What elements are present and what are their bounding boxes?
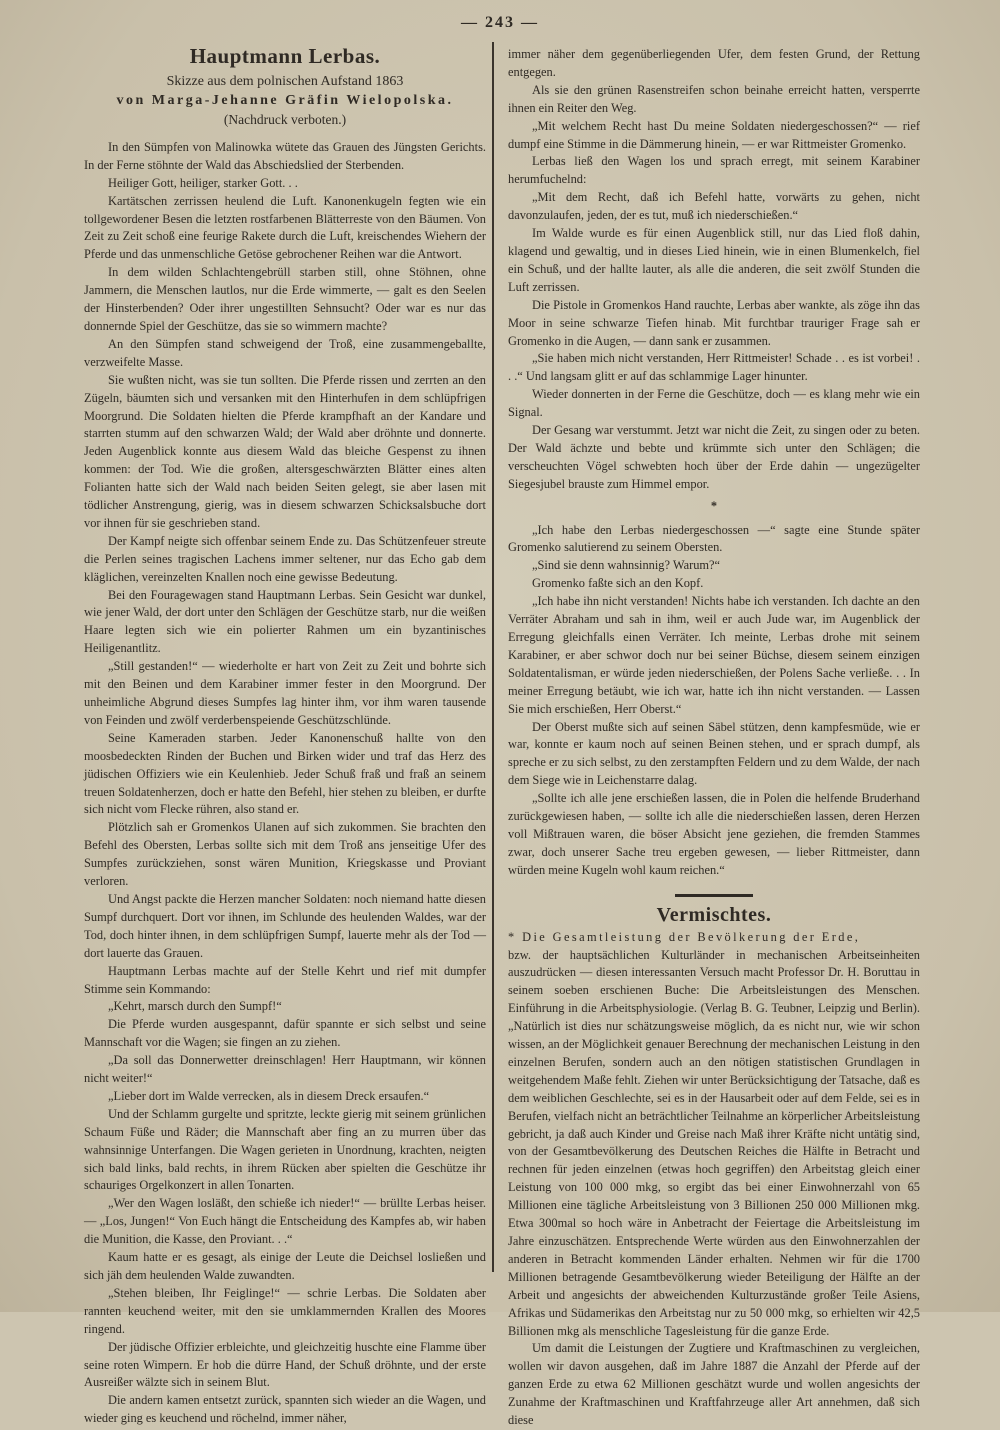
reprint-note: (Nachdruck verboten.) [223, 111, 347, 127]
paragraph: Seine Kameraden starben. Jeder Kanonenschuß hallte von den moosbedeckten Rinden der Buchen und Birken wider und traf das Herz des jüdischen Offiziers wie ein Keulenhieb. Jeder Schuß fraß und fraß an seinem treuen Soldatenherzen, doch er hatte den Befehl, hier stehen zu bleiben, er durfte sich nicht vom Flecke rühren, also stand er. [84, 730, 486, 817]
paragraph: Die Pistole in Gromenkos Hand rauchte, Lerbas aber wankte, als zöge ihn das Moor in seine schwarze Tiefen hinab. Mit furchtbar trauriger Frage sah er Gromenko in die Augen, — dann sank er zusammen. [508, 297, 920, 348]
paragraph: bzw. der hauptsächlichen Kulturländer in mechanischen Arbeitseinheiten auszudrücken — diesen interessanten Versuch macht Professor Dr. H. Boruttau in seinem soeben erschienen Buche: Die Arbeitsleistungen des Menschen. Einführung in die Arbeitsphysiologie. (Verlag B. G. Teubner, Leipzig und Berlin). „Natürlich ist dies nur schätzungsweise möglich, da es nicht nur, wie wir schon wissen, an der Möglichkeit genauer Berechnung der mechanischen Leistung in den einzelnen Berufen, sondern auch an den nötigen statistischen Grundlagen in weitgehendem Maße fehlt. Ziehen wir unter Berücksichtigung der Tatsache, daß es dem weiblichen Geschlechte, sei es in der Hausarbeit oder auf dem Felde, sei es in Berufen, vielfach nicht an beträchtlicher Teilnahme an körperlicher Arbeitsleistung gebricht, ja daß auch Kinder und Greise nach Maß ihrer Kräfte nicht untätig sind, von der Gesamtbevölkerung des Deutschen Reiches die Hälfte in Betracht und rechnen für jeden einzelnen (etwas hoch gegriffen) den Arbeitstag gleich einer Leistung von 100 000 mkg, so ergibt das bei einer Einwohnerzahl von 65 Millionen eine tägliche Arbeitsleistung von 3 Billionen 250 000 Millionen mkg. Etwa 300mal so hoch wäre in Anbetracht der Feiertage die Arbeitsleistung im Jahre einzuschätzen. Entsprechende Werte würden aus den Einwohnerzahlen der anderen in Betracht kommenden Länder erhalten. Nehmen wir für die 1700 Millionen betragende Gesamtbevölkerung wieder Beteiligung der Hälfte an der Arbeit und angesichts der abweichenden Kulturzustände großer Teile Asiens, Afrikas und Südamerikas den Arbeitstag nur zu 50 000 mkg, so erhielten wir 42,5 Billionen mkg als menschliche Tagesleistung für die ganze Erde. [508, 947, 920, 1338]
paragraph: Im Walde wurde es für einen Augenblick still, nur das Lied floß dahin, klagend und gewaltig, und in dieses Lied hinein, wie in einen Blumenkelch, fiel ein Schuß, und der hallte lauter, als alle die anderen, die seit zwölf Stunden die Luft zerrissen. [508, 226, 920, 294]
section-rule [675, 894, 753, 897]
paragraph: Der Kampf neigte sich offenbar seinem Ende zu. Das Schützenfeuer streute die Perlen seines tragischen Lachens immer seltener, nur das Echo gab dem kläglichen, vereinzelten Knallen noch eine gewisse Bedeutung. [84, 533, 486, 584]
paragraph: Hauptmann Lerbas machte auf der Stelle Kehrt und rief mit dumpfer Stimme sein Kommando: [84, 963, 486, 996]
story-ending [508, 522, 920, 880]
paragraph: Wieder donnerten in der Ferne die Geschütze, doch — es klang mehr wie ein Signal. [508, 387, 920, 420]
paragraph: Die Pferde wurden ausgespannt, dafür spannte er sich selbst und seine Mannschaft vor die Wagen; sie fingen an zu ziehen. [84, 1017, 486, 1050]
section-separator: * [710, 498, 718, 513]
paragraph: Plötzlich sah er Gromenkos Ulanen auf sich zukommen. Sie brachten den Befehl des Obersten, Lerbas sollte sich mit dem Troß ans jenseitige Ufer des Sumpfes zurückziehen, sonst wären Munition, Kriegskasse und Proviant verloren. [84, 820, 486, 889]
paragraph: Bei den Fouragewagen stand Hauptmann Lerbas. Sein Gesicht war dunkel, wie jener Wald, der dort unter den Schlägen der Geschütze starb, nur die weißen Haare legten sich wie ein polierter Rahmen um ein byzantinisches Heiligenantlitz. [84, 587, 486, 656]
story-body-right [508, 46, 920, 494]
paragraph: „Stehen bleiben, Ihr Feiglinge!“ — schrie Lerbas. Die Soldaten aber rannten keuchend weiter, mit den sie umklammernden Krallen des Moores ringend. [84, 1285, 486, 1336]
paragraph: „Wer den Wagen losläßt, den schieße ich nieder!“ — brüllte Lerbas heiser. — „Los, Jungen!“ Von Euch hängt die Entscheidung des Kampfes ab, wir haben die Munition, die Kasse, den Proviant. . .“ [84, 1196, 486, 1247]
paragraph: Gromenko faßte sich an den Kopf. [532, 576, 704, 591]
paragraph: „Mit dem Recht, daß ich Befehl hatte, vorwärts zu gehen, nicht davonzulaufen, jeden, der es tut, muß ich niederschießen.“ [508, 190, 920, 223]
paragraph: „Lieber dort im Walde verrecken, als in diesem Dreck ersaufen.“ [108, 1088, 430, 1103]
paragraph: Heiliger Gott, heiliger, starker Gott. . . [108, 175, 298, 190]
paragraph: In den Sümpfen von Malinowka wütete das Grauen des Jüngsten Gerichts. In der Ferne stöhnte der Wald das Abschiedslied der Sterbenden. [84, 139, 486, 172]
paragraph: Und Angst packte die Herzen mancher Soldaten: noch niemand hatte diesen Sumpf durchquert. Dort vor ihnen, im Schlunde des heulenden Waldes, war der Tod, doch hinter ihnen, in dem schlüpfrigen Sumpf, lauerte mehr als der Tod — dort lauerte das Grauen. [84, 891, 486, 960]
paragraph: „Kehrt, marsch durch den Sumpf!“ [108, 999, 282, 1014]
paragraph: „Still gestanden!“ — wiederholte er hart von Zeit zu Zeit und bohrte sich mit den Beinen und dem Karabiner immer fester in den Moorgrund. Der unheimliche Abgrund dieses Sumpfes lag hinter ihm, vor ihm waren tausende von Feinden und zwölf verderbenspeiende Geschützschlünde. [84, 659, 486, 727]
paragraph: Als sie den grünen Rasenstreifen schon beinahe erreicht hatten, versperrte ihnen ein Reiter den Weg. [508, 82, 920, 115]
paragraph: Der Gesang war verstummt. Jetzt war nicht die Zeit, zu singen oder zu beten. Der Wald ächzte und bebte und krümmte sich unter den Schlägen; die verscheuchten Vögel schwebten hoch über der Erde dahin — ungezügelter Siegesjubel brauste zum Himmel empor. [508, 423, 920, 491]
story-author: von Marga-Jehanne Gräfin Wielopolska. [116, 92, 454, 108]
paragraph: „Sollte ich alle jene erschießen lassen, die in Polen die helfende Bruderhand zurückgewiesen haben, — sollte ich alle die niederschießen lassen, deren Herzen voll Mißtrauen waren, die böser Absicht jene geziehen, die fremden Stammes zwar, doch unserer Sache treu ergeben gewesen, — lieber Rittmeister, dann würden meine Kugeln wohl kaum reichen.“ [508, 791, 920, 877]
story-body-left [84, 139, 486, 1428]
miscellany-title: Vermischtes. [656, 903, 772, 926]
story-subtitle: Skizze aus dem polnischen Aufstand 1863 [166, 73, 404, 89]
paragraph: Kartätschen zerrissen heulend die Luft. Kanonenkugeln fegten wie ein tollgewordener Besen die letzten rostfarbenen Blätterreste von den Bäumen. Von Zeit zu Zeit schoß eine feurige Rakete durch die Luft, kreischendes Wiehern der Pferde und das unmenschliche Getöse gebrochener Reihen war die Antwort. [84, 193, 486, 262]
paragraph: Sie wußten nicht, was sie tun sollten. Die Pferde rissen und zerrten an den Zügeln, bäumten sich und versanken mit den Hinterhufen in dem schlüpfrigen Moorgrund. Die Soldaten hielten die Pferde krampfhaft an der Kandare und starrten stumm auf den schwarzen Wald; der Wald aber dröhnte und donnerte. Jeden Augenblick konnte aus diesem Wald das bleiche Gespenst zu ihnen kommen: der Tod. Wie die großen, altersgeschwärzten Blätter eines alten Folianten hatte sich der Wald nach beiden Seiten gelegt, sie aber lasen mit tödlicher Anstrengung, gierig, was in diesem schwarzen Schicksalsbuche dort vor ihnen für sie geschrieben stand. [84, 372, 486, 530]
paragraph: In dem wilden Schlachtengebrüll starben still, ohne Stöhnen, ohne Jammern, die Menschen lautlos, nur die Erde wimmerte, — galt es den Seelen der Hinsterbenden? Oder ihrer ungestillten Sehnsucht? Oder war es nur das donnernde Spiel der Geschütze, das sie so wimmern machte? [84, 265, 486, 333]
paragraph: „Da soll das Donnerwetter dreinschlagen! Herr Hauptmann, wir können nicht weiter!“ [84, 1053, 486, 1086]
paragraph: „Mit welchem Recht hast Du meine Soldaten niedergeschossen?“ — rief dumpf eine Stimme in die Dämmerung hinein, — er war Rittmeister Gromenko. [508, 118, 920, 151]
paragraph: Der jüdische Offizier erbleichte, und gleichzeitig huschte eine Flamme über seine roten Wimpern. Er hob die dürre Hand, der Schuß dröhnte, und der erste Ausreißer wälzte sich in seinem Blut. [84, 1339, 486, 1390]
paragraph: Kaum hatte er es gesagt, als einige der Leute die Deichsel losließen und sich jäh dem heulenden Walde zuwandten. [84, 1250, 486, 1282]
story-title: Hauptmann Lerbas. [189, 44, 381, 68]
paragraph: „Ich habe den Lerbas niedergeschossen —“ sagte eine Stunde später Gromenko salutierend zu seinem Obersten. [508, 522, 920, 555]
paragraph: Um damit die Leistungen der Zugtiere und Kraftmaschinen zu vergleichen, wollen wir davon ausgehen, daß im Jahre 1887 die Anzahl der Pferde auf der ganzen Erde zu etwa 62 Millionen geschätzt wurde und wollen angesichts der Zunahme der Kraftmaschinen und Kraftfahrzeuge aller Art annehmen, daß sich diese [508, 1341, 920, 1428]
page-number: — 243 — [461, 14, 539, 31]
paragraph: „Ich habe ihn nicht verstanden! Nichts habe ich verstanden. Ich dachte an den Verräter Abraham und sah in ihm, weil er auch Jude war, im Augenblick der Erregung gleichfalls einen Verräter. Ich meinte, Lerbas drohe mit seinem Karabiner, er aber schwor doch nur bei seiner Büchse, diesem seinem einzigen Soldatentalisman, er würde jeden niederschießen, der Polens Sache verließe. . . In meiner Erregung betäubt, wie ich war, hatte ich ihn nicht verstanden. — Lassen Sie mich erschießen, Herr Oberst.“ [508, 594, 920, 716]
left-column [84, 44, 486, 1428]
right-column [508, 46, 920, 1430]
paragraph: Lerbas ließ den Wagen los und sprach erregt, mit seinem Karabiner herumfuchelnd: [508, 154, 920, 187]
miscellany-lead: * Die Gesamtleistung der Bevölkerung der Erde, [508, 929, 861, 944]
paragraph: Und der Schlamm gurgelte und spritzte, leckte gierig mit seinem grünlichen Schaum Füße und Räder; die Mannschaft aber fing an zu murren über das wahnsinnige Unterfangen. Die Wagen gerieten in Unordnung, krachten, neigten sich bald links, bald rechts, in ihrem Rücken aber spielten die Geschütze ihr schauriges Orgelkonzert in allen Tonarten. [84, 1106, 486, 1193]
paragraph: Der Oberst mußte sich auf seinen Säbel stützen, denn kampfesmüde, wie er war, konnte er kaum noch auf seinen Beinen stehen, und er sprach dumpf, als spreche er zu sich selbst, zu den zerstampften Feldern und zu dem Walde, der nach dem Siege wie in Leichenstarre dalag. [508, 719, 920, 788]
paragraph: Die andern kamen entsetzt zurück, spannten sich wieder an die Wagen, und wieder ging es keuchend und röchelnd, immer näher, [84, 1393, 486, 1426]
paragraph: „Sind sie denn wahnsinnig? Warum?“ [532, 558, 721, 573]
paragraph: immer näher dem gegenüberliegenden Ufer, dem festen Grund, der Rettung entgegen. [508, 47, 920, 79]
paragraph: „Sie haben mich nicht verstanden, Herr Rittmeister! Schade . . es ist vorbei! . . .“ Und langsam glitt er auf das schlammige Lager hinunter. [508, 351, 920, 384]
paragraph: An den Sümpfen stand schweigend der Troß, eine zusammengeballte, verzweifelte Masse. [84, 336, 486, 369]
column-divider [492, 42, 494, 1272]
miscellany-body [508, 947, 920, 1430]
